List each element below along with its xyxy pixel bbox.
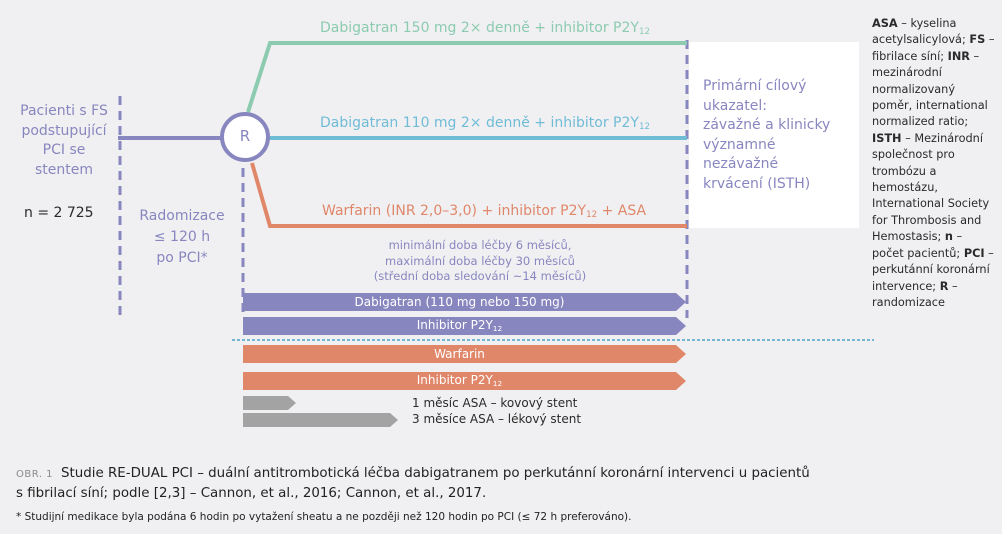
abbreviation-legend bbox=[872, 16, 996, 311]
arm-text: Dabigatran 150 mg 2× denně + inhibitor P2Y bbox=[320, 20, 639, 36]
legend-text: – Mezinárodní společnost pro trombózu a hemostázu, International Society for Thrombosis and Hemostasis; bbox=[872, 131, 990, 244]
duration-line: (střední doba sledování ~14 měsíců) bbox=[373, 269, 587, 283]
legend-abbr: R bbox=[939, 279, 949, 293]
legend-text: – randomizace bbox=[872, 279, 958, 309]
arm-label-dabigatran-110 bbox=[320, 115, 650, 132]
endpoint-line: ukazatel: bbox=[703, 97, 767, 114]
legend-abbr: ASA bbox=[872, 17, 898, 30]
arm-suffix: + ASA bbox=[601, 203, 647, 219]
arm-subscript: 12 bbox=[638, 122, 650, 133]
arm-text: Dabigatran 110 mg 2× denně + inhibitor P2Y bbox=[320, 115, 639, 131]
bar-label-asa-1: 1 měsíc ASA – kovový stent bbox=[412, 396, 578, 410]
bar-subscript: 12 bbox=[492, 378, 503, 388]
arm-label-warfarin bbox=[322, 203, 646, 220]
endpoint-line: krvácení (ISTH) bbox=[703, 175, 811, 192]
arm-subscript: 12 bbox=[586, 210, 598, 221]
figure-caption bbox=[16, 464, 896, 503]
randomization-label-line: ≤ 120 h bbox=[153, 229, 211, 245]
legend-abbr: INR bbox=[947, 49, 970, 63]
legend-entry bbox=[872, 17, 966, 46]
arm-label-dabigatran-150 bbox=[320, 20, 650, 37]
figure-label: OBR. 1 bbox=[16, 469, 54, 480]
endpoint-line: závažné a klinicky bbox=[703, 117, 831, 133]
legend-abbr: PCI bbox=[963, 246, 985, 260]
arm-line-dabigatran-150 bbox=[248, 43, 687, 112]
patients-label-line: podstupující bbox=[21, 122, 107, 139]
endpoint-line: významné bbox=[703, 136, 776, 153]
legend-text: – kyselina acetylsalicylová; bbox=[872, 17, 966, 47]
bar-label-warfarin: Warfarin bbox=[434, 347, 485, 361]
endpoint-line: nezávažné bbox=[703, 156, 779, 172]
caption-line-2: s fibrilací síní; podle [2,3] – Cannon, et al., 2016; Cannon, et al., 2017. bbox=[16, 486, 487, 501]
duration-line: maximální doba léčby 30 měsíců bbox=[385, 253, 575, 268]
legend-text: – fibrilace síní; bbox=[872, 33, 995, 63]
arm-text: Warfarin (INR 2,0–3,0) + inhibitor P2Y bbox=[322, 203, 587, 219]
caption-footnote: * Studijní medikace byla podána 6 hodin po vytažení sheatu a ne později než 120 hodin po PCI (≤ 72 h preferováno). bbox=[16, 511, 632, 523]
bar-label-p2y-1 bbox=[243, 316, 676, 338]
bar-label-dabigatran: Dabigatran (110 mg nebo 150 mg) bbox=[354, 295, 565, 309]
legend-text: – počet pacientů; bbox=[872, 230, 963, 260]
legend-abbr: FS bbox=[969, 33, 986, 47]
duration-text bbox=[340, 238, 620, 285]
legend-text: – mezinárodní normalizovaný poměr, international normalized ratio; bbox=[872, 49, 988, 129]
bar-label-asa-3: 3 měsíce ASA – lékový stent bbox=[412, 412, 582, 426]
randomization-label bbox=[130, 206, 234, 269]
arm-subscript: 12 bbox=[638, 27, 650, 38]
endpoint-line: Primární cílový bbox=[703, 78, 807, 94]
randomization-label-line: Radomizace bbox=[139, 208, 225, 224]
legend-abbr: ISTH bbox=[872, 131, 902, 145]
endpoint-text bbox=[703, 77, 830, 194]
patients-label-line: Pacienti s FS bbox=[20, 103, 108, 119]
legend-text: – perkutánní koronární intervence; bbox=[872, 246, 994, 293]
bar-asa-3 bbox=[243, 413, 398, 427]
duration-line: minimální doba léčby 6 měsíců, bbox=[388, 238, 572, 252]
patients-label-line: stentem bbox=[34, 161, 93, 178]
caption-line-1: Studie RE-DUAL PCI – duální antitrombotická léčba dabigatranem po perkutánní koronární intervenci u pacientů bbox=[61, 466, 810, 481]
bar-subscript: 12 bbox=[492, 323, 503, 333]
randomization-label-line: po PCI* bbox=[156, 250, 208, 266]
legend-abbr: n bbox=[944, 230, 953, 244]
bar-text: Inhibitor P2Y bbox=[416, 373, 493, 387]
legend-entry bbox=[872, 132, 989, 243]
patients-label bbox=[14, 102, 114, 180]
patients-count: n = 2 725 bbox=[24, 205, 94, 221]
bar-text: Inhibitor P2Y bbox=[416, 318, 493, 332]
bar-label-p2y-2 bbox=[243, 371, 676, 393]
bar-asa-1 bbox=[243, 396, 296, 410]
randomization-letter: R bbox=[239, 127, 251, 145]
patients-label-line: PCI se bbox=[42, 142, 86, 158]
